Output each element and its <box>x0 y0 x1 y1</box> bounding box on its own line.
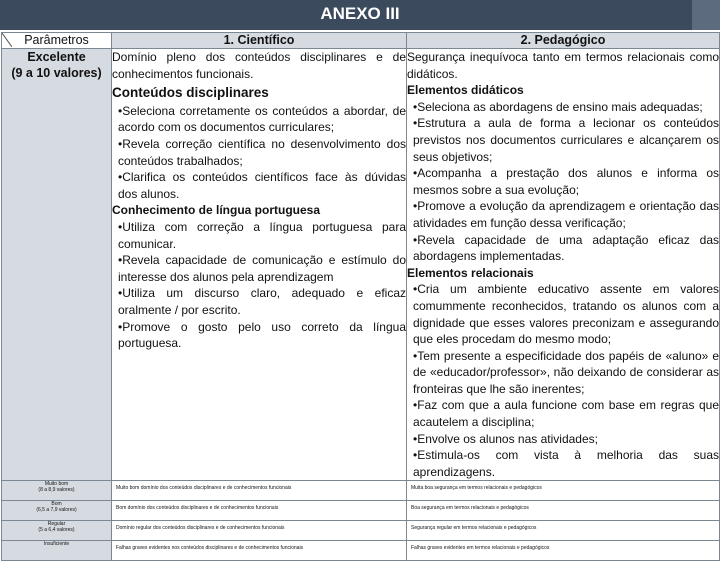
level-range: (5 a 6,4 valores) <box>38 527 75 534</box>
list-item: •Seleciona as abordagens de ensino mais adequadas; <box>413 99 703 114</box>
list-item: •Revela correção científica no desenvolvimento dos conteúdos trabalhados; <box>118 136 406 168</box>
level-name: Insuficiente <box>43 541 70 548</box>
header-parametros-label: Parâmetros <box>24 33 89 47</box>
title-bar <box>0 0 720 30</box>
list-item: •Clarifica os conteúdos científicos face às dúvidas dos alunos. <box>118 170 406 201</box>
level-name: Bom <box>51 501 62 508</box>
level-range: (8 a 8,9 valores) <box>38 487 75 494</box>
level-range: (6,5 a 7,9 valores) <box>36 507 77 514</box>
list-item: •Envolve os alunos nas atividades; <box>413 431 598 446</box>
cientifico-cell: Bom domínio dos conteúdos disciplinares e de conhecimentos funcionais <box>112 501 407 521</box>
list-item: •Promove a evolução da aprendizagem e orientação das atividades em função dessa verificação; <box>413 199 719 230</box>
pedagogico-cell: Segurança regular em termos relacionais e pedagógicos <box>407 521 720 541</box>
level-name: Excelente <box>27 50 86 64</box>
cientifico-intro: Domínio pleno dos conteúdos disciplinares e de conhecimentos funcionais. <box>112 50 406 81</box>
pedagogico-cell: Muita boa segurança em termos relacionais e pedagógicos <box>407 481 720 501</box>
level-cell <box>2 501 112 521</box>
cientifico-cell: Muito bom domínio dos conteúdos disciplinares e de conhecimentos funcionais <box>112 481 407 501</box>
level-cell <box>2 49 112 481</box>
pedagogico-cell: Falhas graves evidentes em termos relacionais e pedagógicos <box>407 541 720 561</box>
list-item: •Revela capacidade de comunicação e estímulo do interesse dos alunos pela aprendizagem <box>118 253 406 284</box>
page-title: ANEXO III <box>320 4 400 23</box>
list-item: •Utiliza um discurso claro, adequado e eficaz oralmente / por escrito. <box>118 286 406 317</box>
pedagogico-cell: Boa segurança em termos relacionais e pedagógicos <box>407 501 720 521</box>
criteria-table <box>1 32 720 561</box>
diagonal-line-icon <box>2 33 12 47</box>
level-cell <box>2 481 112 501</box>
level-cell <box>2 541 112 561</box>
list-item: •Cria um ambiente educativo assente em valores comummente reconhecidos, tratando os alunos com a dignidade que esses valores preconizam e assegurando que eles procedam do mesmo modo; <box>413 282 719 347</box>
list-item: •Tem presente a especificidade dos papéis de «aluno» e de «educador/professor», não deixando de considerar as fronteiras que lhe são inerentes; <box>413 348 719 396</box>
list-item: •Revela capacidade de uma adaptação eficaz das abordagens implementadas. <box>413 232 719 264</box>
row-excelente <box>2 49 720 481</box>
row-bom <box>2 501 720 521</box>
cientifico-cell <box>112 49 407 481</box>
header-parametros <box>2 33 112 49</box>
title-corner-decoration <box>692 0 720 30</box>
cientifico-sec1-title: Conteúdos disciplinares <box>112 85 269 101</box>
cientifico-cell: Domínio regular dos conteúdos disciplinares e de conhecimentos funcionais <box>112 521 407 541</box>
header-row <box>2 33 720 49</box>
header-cientifico: 1. Científico <box>112 33 407 49</box>
list-item: •Seleciona corretamente os conteúdos a abordar, de acordo com os documentos curriculares; <box>118 103 406 135</box>
level-cell <box>2 521 112 541</box>
pedagogico-sec2-title: Elementos relacionais <box>407 265 534 280</box>
cientifico-cell: Falhas graves evidentes nos conteúdos disciplinares e de conhecimentos funcionais <box>112 541 407 561</box>
row-regular <box>2 521 720 541</box>
row-insuficiente <box>2 541 720 561</box>
pedagogico-intro: Segurança inequívoca tanto em termos relacionais como didáticos. <box>407 50 719 81</box>
pedagogico-cell <box>407 49 720 481</box>
header-pedagogico: 2. Pedagógico <box>407 33 720 49</box>
list-item: •Acompanha a prestação dos alunos e informa os mesmos sobre a sua evolução; <box>413 166 719 197</box>
list-item: •Estimula-os com vista à melhoria das suas aprendizagens. <box>413 448 719 479</box>
pedagogico-sec1-title: Elementos didáticos <box>407 83 524 98</box>
row-muito-bom <box>2 481 720 501</box>
cientifico-sec2-title: Conhecimento de língua portuguesa <box>112 203 321 218</box>
level-name: Muito bom <box>44 481 69 488</box>
level-range: (9 a 10 valores) <box>11 66 102 80</box>
list-item: •Faz com que a aula funcione com base em regras que acautelem a disciplina; <box>413 398 719 430</box>
list-item: •Utiliza com correção a língua portuguesa para comunicar. <box>118 219 406 251</box>
list-item: •Estrutura a aula de forma a lecionar os conteúdos previstos nos documentos curriculares e alcançarem os seus objetivos; <box>413 116 719 164</box>
list-item: •Promove o gosto pelo uso correto da língua portuguesa. <box>118 319 406 351</box>
level-name: Regular <box>47 521 66 528</box>
